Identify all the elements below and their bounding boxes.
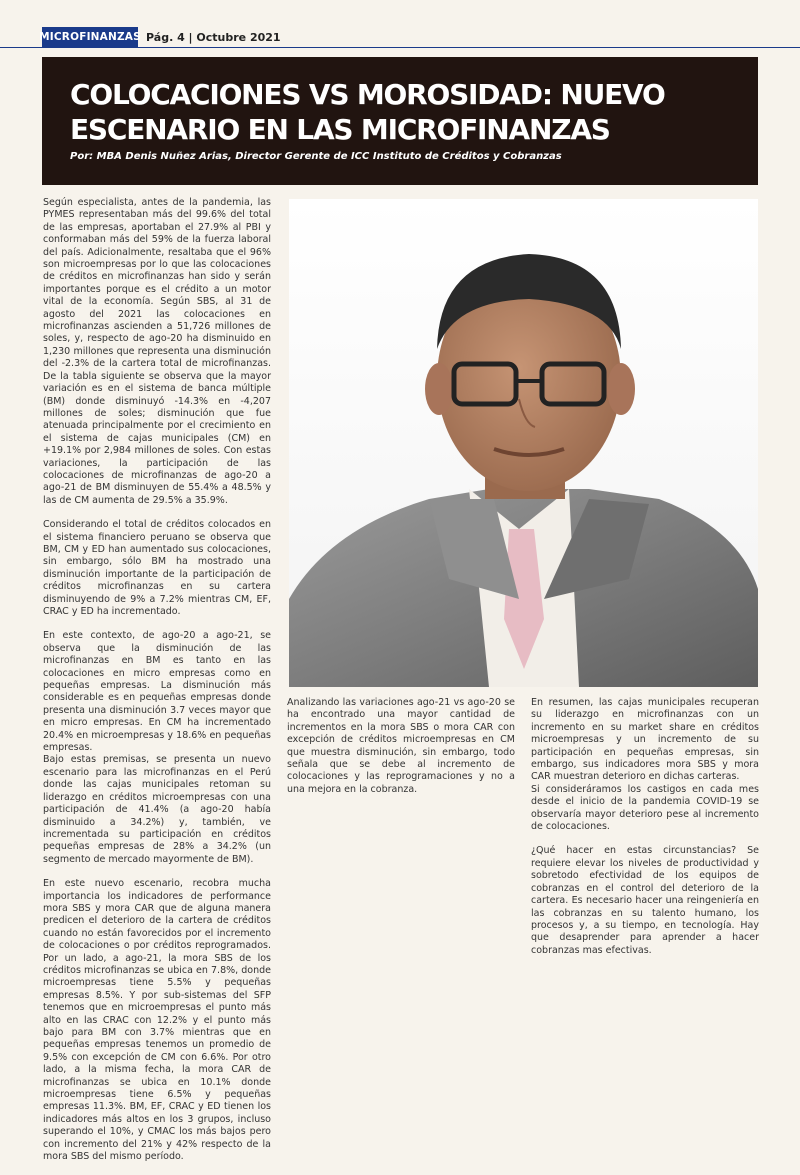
paragraph: Según especialista, antes de la pandemia, las PYMES representaban más del 99.6% del total de las empresas, aportaban el 27.9% al PBI y conformaban más del 59% de la fuerza laboral del país. Adicionalmente, resaltaba que el 96% son microempresas por lo que las colocaciones de créditos en microfinanzas han sido y serán importantes porque es el crédito a un motor vital de la economía. Según SBS, al 31 de agosto del 2021 las colocaciones en microfinanzas ascienden a 51,726 millones de soles, y, respecto de ago-20 ha disminuido en 1,230 millones que representa una disminución del -2.3% de la cartera total de microfinanzas. De la tabla siguiente se observa que la mayor variación es en el sistema de banca múltiple (BM) donde disminuyó -14.3% en -4,207 millones de soles; disminución que fue atenuada principalmente por el crecimiento en el sistema de cajas municipales (CM) en +19.1% por 2,984 millones de soles. Con estas variaciones, la participación de las colocaciones de microfinanzas de ago-20 a ago-21 de BM disminuyen de 55.4% a 48.5% y las de CM aumenta de 29.5% a 35.9%.: [43, 197, 271, 506]
paragraph: Considerando el total de créditos colocados en el sistema financiero peruano se observa que BM, CM y ED han aumentado sus colocaciones, sin embargo, sólo BM ha mostrado una disminución importante de la participación de créditos microfinanzas en su cartera disminuyendo de 9% a 7.2% mientras CM, EF, CRAC y ED ha incrementado.: [43, 519, 271, 617]
paragraph: Analizando las variaciones ago-21 vs ago-20 se ha encontrado una mayor cantidad de incrementos en la mora SBS o mora CAR con excepción de créditos microempresas en CM que muestra disminución, sin embargo, todo señala que se debe al incremento de colocaciones y las reprogramaciones y no a una mejora en la cobranza.: [287, 697, 515, 795]
magazine-logo: MICROFINANZAS: [42, 27, 138, 47]
article-byline: Por: MBA Denis Nuñez Arias, Director Gerente de ICC Instituto de Créditos y Cobranzas: [70, 151, 562, 162]
paragraph: Bajo estas premisas, se presenta un nuevo escenario para las microfinanzas en el Perú donde las cajas municipales retoman su liderazgo en créditos microempresas con una participación de 41.4% (a ago-20 había disminuido a 34.2%) y, también, ve incrementada su participación en créditos pequeñas empresas de 28% a 34.2% (un segmento de mercado mayormente de BM).: [43, 754, 271, 865]
article-title: COLOCACIONES VS MOROSIDAD: NUEVO ESCENARIO EN LAS MICROFINANZAS: [70, 78, 665, 146]
paragraph: ¿Qué hacer en estas circunstancias? Se requiere elevar los niveles de productividad y sobretodo efectividad de los equipos de cobranzas en el control del deterioro de la cartera. Es necesario hacer una reingeniería en las cobranzas en su talento humano, los procesos y, a su tiempo, en tecnología. Hay que desaprender para aprender a hacer cobranzas mas efectivas.: [531, 845, 759, 956]
paragraph: En resumen, las cajas municipales recuperan su liderazgo en microfinanzas con un incremento en su market share en créditos microempresas y un incremento de su participación en pequeñas empresas, sin embargo, sus indicadores mora SBS y mora CAR muestran deterioro en dichas carteras.: [531, 697, 759, 783]
text-column-2: [287, 697, 515, 796]
header-divider: [0, 47, 800, 48]
page-header: [0, 0, 800, 48]
title-banner: [42, 57, 758, 185]
paragraph: Si consideráramos los castigos en cada mes desde el inicio de la pandemia COVID-19 se observaría mayor deterioro pese al incremento de colocaciones.: [531, 783, 759, 833]
text-column-1: [43, 197, 271, 1175]
paragraph: En este contexto, de ago-20 a ago-21, se observa que la disminución de las microfinanzas en BM es tanto en las colocaciones en micro empresas como en pequeñas empresas. La disminución más considerable es en pequeñas empresas donde presenta una disminución 3.7 veces mayor que en micro empresas. En CM ha incrementado 20.4% en microempresas y 18.6% en pequeñas empresas.: [43, 630, 271, 754]
page-info: Pág. 4 | Octubre 2021: [146, 31, 281, 44]
text-column-3: [531, 697, 759, 969]
paragraph: En este nuevo escenario, recobra mucha importancia los indicadores de performance mora SBS y mora CAR que de alguna manera predicen el deterioro de la cartera de créditos cuando no están favorecidos por el incremento de colocaciones o por créditos reprogramados. Por un lado, a ago-21, la mora SBS de los créditos microfinanzas se ubica en 7.8%, donde microempresas tiene 5.5% y pequeñas empresas 8.5%. Y por sub-sistemas del SFP tenemos que en microempresas el punto más alto en las CRAC con 12.2% y el punto más bajo para BM con 3.7% mientras que en pequeñas empresas tenemos un promedio de 9.5% con excepción de CM con 6.6%. Por otro lado, a la misma fecha, la mora CAR de microfinanzas se ubica en 10.1% donde microempresas tiene 6.5% y pequeñas empresas 11.3%. BM, EF, CRAC y ED tienen los indicadores más altos en los 3 grupos, incluso superando el 10%, y CMAC los más bajos pero con incremento del 21% y 42% respecto de la mora SBS del mismo período.: [43, 878, 271, 1163]
author-portrait: [289, 199, 758, 687]
